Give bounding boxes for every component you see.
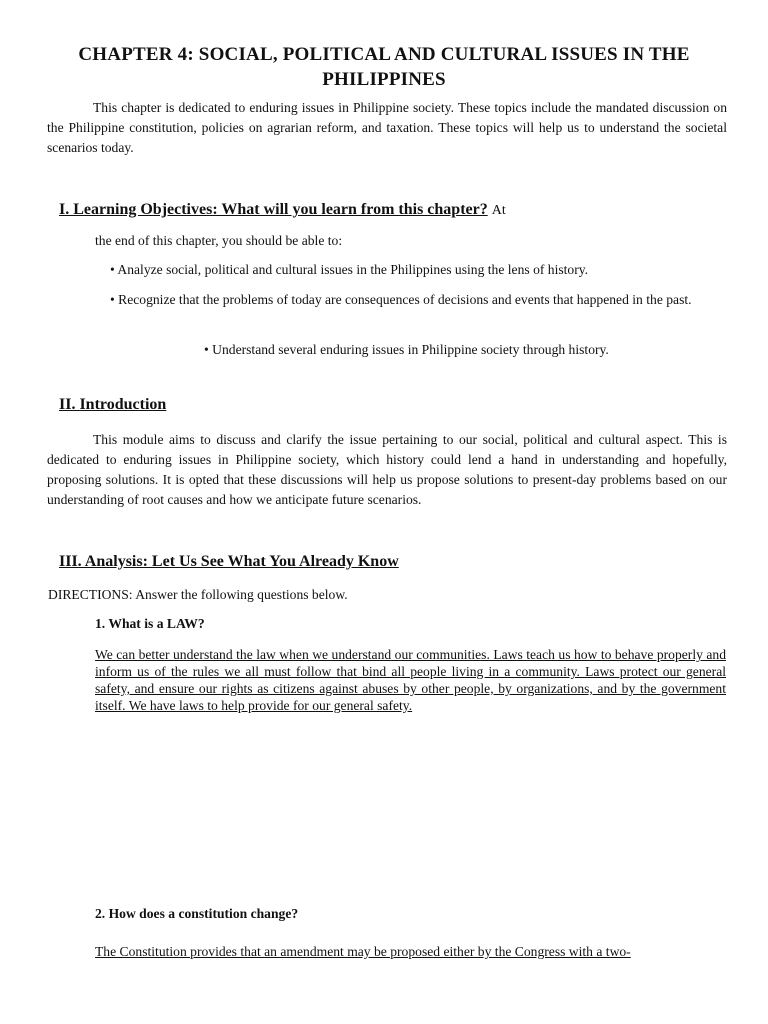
directions-text: DIRECTIONS: Answer the following questions below.	[48, 587, 348, 602]
objective-item-3: • Understand several enduring issues in Philippine society through history.	[204, 342, 609, 357]
learning-objectives-heading	[59, 200, 506, 221]
answer-2: The Constitution provides that an amendment may be proposed either by the Congress with a two-	[95, 944, 631, 959]
chapter-title: CHAPTER 4: SOCIAL, POLITICAL AND CULTURAL ISSUES IN THE PHILIPPINES	[78, 44, 690, 90]
introduction-heading-text: II. Introduction	[59, 396, 167, 413]
question-1: 1. What is a LAW?	[95, 616, 205, 631]
analysis-heading	[59, 552, 399, 572]
learning-objectives-heading-tail: At	[491, 203, 506, 218]
answer-1: We can better understand the law when we understand our communities. Laws teach us how to behave properly and inform us of the rules we all must follow that bind all people living in a community. Laws protect our general safety, and ensure our rights as citizens against abuses by other people, by organizations, and by the government itself. We have laws to help provide for our general safety.	[95, 647, 726, 713]
objective-item-2-text: • Recognize that the problems of today are consequences of decisions and events that happened in the past.	[110, 292, 692, 307]
objective-item-1: • Analyze social, political and cultural issues in the Philippines using the lens of history.	[110, 262, 589, 277]
objective-item-2	[110, 290, 730, 310]
objectives-lead: the end of this chapter, you should be able to:	[95, 233, 343, 248]
analysis-heading-text: III. Analysis: Let Us See What You Already Know	[59, 553, 399, 570]
introduction-heading	[59, 395, 166, 415]
question-2: 2. How does a constitution change?	[95, 906, 299, 921]
learning-objectives-heading-text: I. Learning Objectives: What will you learn from this chapter?	[59, 201, 488, 218]
introduction-paragraph: This module aims to discuss and clarify the issue pertaining to our social, political and cultural aspect. This is dedicated to enduring issues in Philippine society, which history could lend a hand in understanding and hopefully, proposing solutions. It is opted that these discussions will help us propose solutions to present-day problems based on our understanding of root causes and how we anticipate future scenarios.	[47, 432, 727, 507]
chapter-intro-paragraph: This chapter is dedicated to enduring issues in Philippine society. These topics include the mandated discussion on the Philippine constitution, policies on agrarian reform, and taxation. These topics will help us to understand the societal scenarios today.	[47, 100, 727, 155]
